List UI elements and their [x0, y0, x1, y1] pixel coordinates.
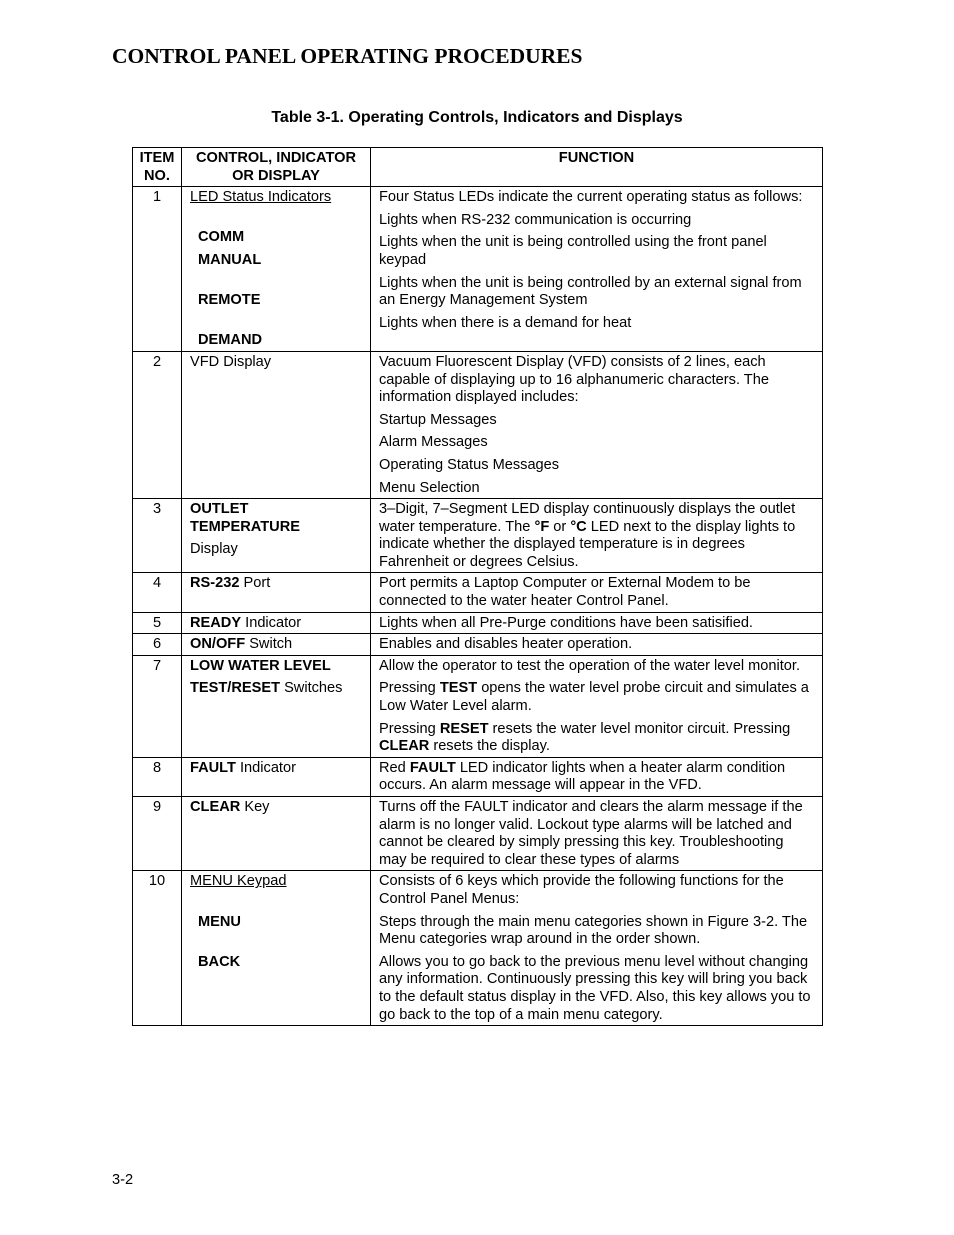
table-row: [133, 871, 823, 1026]
page-title: CONTROL PANEL OPERATING PROCEDURES: [112, 44, 583, 68]
function-cell: Turns off the FAULT indicator and clears the alarm message if the alarm is no longer valid. Lockout type alarms will be latched and cannot be cleared by simply pressing this key. Troubleshooting may be required to clear these types of alarms: [371, 797, 823, 871]
control-label: VFD Display: [190, 353, 272, 370]
control-cell: ON/OFF Switch: [182, 634, 371, 656]
item-no: 9: [133, 797, 182, 871]
function-cell: Port permits a Laptop Computer or External Modem to be connected to the water heater Control Panel.: [371, 573, 823, 612]
function-cell: Red FAULT LED indicator lights when a heater alarm condition occurs. An alarm message will appear in the VFD.: [371, 757, 823, 796]
item-no: 1: [133, 187, 182, 352]
item-no: 10: [133, 871, 182, 1026]
control-cell: [182, 499, 371, 573]
item-no: 4: [133, 573, 182, 612]
table-row: [133, 757, 823, 796]
control-cell: READY Indicator: [182, 612, 371, 634]
control-sub-label: COMM: [198, 229, 245, 246]
function-cell: [371, 351, 823, 498]
function-text: Operating Status Messages: [379, 456, 560, 473]
control-sub-label: MENU: [198, 913, 241, 930]
function-text: Alarm Messages: [379, 434, 488, 451]
function-cell: [371, 871, 823, 1026]
function-text: Lights when RS-232 communication is occurring: [379, 211, 692, 228]
function-text: Lights when the unit is being controlled using the front panel keypad: [379, 234, 767, 268]
control-cell: [182, 187, 371, 352]
table-row: [133, 612, 823, 634]
function-text: Four Status LEDs indicate the current operating status as follows:: [379, 189, 803, 206]
control-sub-label: REMOTE: [198, 292, 261, 309]
function-text: Pressing TEST opens the water level probe circuit and simulates a Low Water Level alarm.: [379, 680, 809, 715]
control-sub-label: BACK: [198, 953, 241, 970]
function-text: Allows you to go back to the previous menu level without changing any information. Continuously pressing this key will bring you back to the default status display in the VFD. Also, this key allows you to go back to the top of a main menu category.: [379, 953, 811, 1023]
header-function: FUNCTION: [371, 148, 823, 187]
table-row: [133, 351, 823, 498]
table-header-row: [133, 148, 823, 187]
function-text: Consists of 6 keys which provide the following functions for the Control Panel Menus:: [379, 873, 784, 907]
control-cell: LOW WATER LEVEL TEST/RESET Switches: [182, 655, 371, 757]
table-row: [133, 499, 823, 573]
function-cell: Enables and disables heater operation.: [371, 634, 823, 656]
control-cell: RS-232 Port: [182, 573, 371, 612]
item-no: 6: [133, 634, 182, 656]
function-text: Startup Messages: [379, 411, 497, 428]
function-text: Steps through the main menu categories shown in Figure 3-2. The Menu categories wrap around in the order shown.: [379, 913, 808, 948]
control-cell: [182, 871, 371, 1026]
control-label: MENU Keypad: [190, 873, 287, 890]
item-no: 2: [133, 351, 182, 498]
function-text: Vacuum Fluorescent Display (VFD) consists of 2 lines, each capable of displaying up to 16 alphanumeric characters. The information displayed includes:: [379, 353, 769, 406]
control-cell: FAULT Indicator: [182, 757, 371, 796]
table-row: [133, 655, 823, 757]
header-item-no: ITEM NO.: [133, 148, 182, 187]
function-cell: Lights when all Pre-Purge conditions have been satisified.: [371, 612, 823, 634]
control-label: Display: [190, 541, 238, 558]
table-caption: Table 3-1. Operating Controls, Indicators and Displays: [271, 109, 683, 126]
function-text: Lights when the unit is being controlled by an external signal from an Energy Management System: [379, 274, 802, 309]
control-cell: [182, 351, 371, 498]
table-row: [133, 573, 823, 612]
control-sub-label: MANUAL: [198, 251, 262, 268]
item-no: 5: [133, 612, 182, 634]
function-text: Pressing RESET resets the water level monitor circuit. Pressing CLEAR resets the display.: [379, 720, 791, 755]
function-cell: [371, 187, 823, 352]
item-no: 8: [133, 757, 182, 796]
control-label: OUTLET: [190, 501, 249, 518]
control-cell: CLEAR Key: [182, 797, 371, 871]
page-number: 3-2: [112, 1172, 134, 1188]
function-text: Menu Selection: [379, 479, 480, 496]
function-cell: 3–Digit, 7–Segment LED display continuously displays the outlet water temperature. The °F or °C LED next to the display lights to indicate whether the displayed temperature is in degrees Fahrenheit or degrees Celsius.: [371, 499, 823, 573]
control-label: LED Status Indicators: [190, 189, 332, 206]
control-sub-label: DEMAND: [198, 332, 263, 349]
item-no: 7: [133, 655, 182, 757]
function-cell: [371, 655, 823, 757]
function-text: Lights when there is a demand for heat: [379, 314, 632, 331]
control-label: LOW WATER LEVEL: [190, 657, 331, 674]
header-control: CONTROL, INDICATOR OR DISPLAY: [182, 148, 371, 187]
operating-controls-table: [132, 147, 823, 1026]
table-row: [133, 634, 823, 656]
table-row: [133, 187, 823, 352]
function-text: Allow the operator to test the operation of the water level monitor.: [379, 657, 801, 674]
control-label: TEMPERATURE: [190, 518, 300, 535]
item-no: 3: [133, 499, 182, 573]
table-row: [133, 797, 823, 871]
